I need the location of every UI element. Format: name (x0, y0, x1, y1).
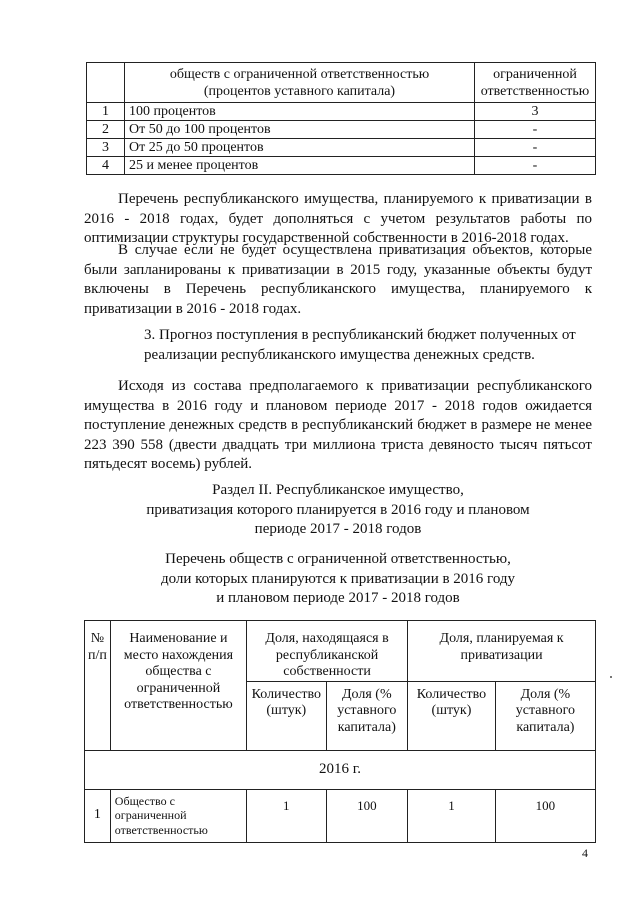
llc-privatization-table (84, 620, 596, 843)
header-share-percent: Доля (% уставного капитала) (495, 681, 595, 750)
table-header-row (87, 63, 596, 103)
paragraph-text: Исходя из состава предполагаемого к приватизации республиканского имущества в 2016 году и плановом периоде 2017 - 2018 годов ожидается поступление денежных средств в республиканский бюджет в размере не менее 223 390 558 (двести двадцать три миллиона триста девяносто тысяч пятьсот пятьдесят восемь) рублей. (84, 378, 592, 472)
heading-line: доли которых планируются к приватизации в 2016 году (160, 570, 516, 587)
row-planned-share: 100 (495, 789, 595, 842)
row-number: 1 (85, 789, 111, 842)
list-title (84, 550, 592, 609)
row-label: 25 и менее процентов (125, 157, 475, 175)
table-row (87, 121, 596, 139)
scan-speck (610, 676, 612, 678)
header-planned-share: Доля, планируемая к приватизации (408, 621, 596, 682)
heading-line: приватизация которого планируется в 2016 году и плановом (146, 501, 530, 518)
header-quantity: Количество (штук) (408, 681, 496, 750)
header-share-percent: Доля (% уставного капитала) (326, 681, 408, 750)
header-name: Наименование и место нахождения общества с ограниченной ответственностью (110, 621, 246, 751)
row-number: 3 (87, 139, 125, 157)
row-value: - (475, 121, 596, 139)
table-row (87, 103, 596, 121)
row-label: От 25 до 50 процентов (125, 139, 475, 157)
heading-line: Перечень обществ с ограниченной ответственностью, (165, 551, 511, 567)
row-number: 2 (87, 121, 125, 139)
paragraph-text: В случае если не будет осуществлена приватизация объектов, которые были запланированы к приватизации в 2015 году, указанные объекты будут включены в Перечень республиканского имущества, планируемого к приватизации в 2016 - 2018 годах. (84, 242, 592, 317)
page-number: 4 (582, 846, 588, 860)
section-2-heading (84, 481, 592, 540)
header-quantity: Количество (штук) (247, 681, 326, 750)
heading-line: и плановом периоде 2017 - 2018 годов (216, 590, 460, 606)
shares-summary-table (86, 62, 596, 175)
row-value: - (475, 139, 596, 157)
row-planned-quantity: 1 (408, 789, 496, 842)
heading-line: периоде 2017 - 2018 годов (254, 521, 422, 537)
row-company-name: Общество с ограниченной ответственностью (110, 789, 246, 842)
row-number: 1 (87, 103, 125, 121)
year-row (85, 750, 596, 789)
row-label: 100 процентов (125, 103, 475, 121)
heading-line: реализации республиканского имущества денежных средств. (144, 346, 535, 363)
row-label: От 50 до 100 процентов (125, 121, 475, 139)
table-cell (87, 63, 125, 103)
header-number: № п/п (85, 621, 111, 751)
table-header-cell: обществ с ограниченной ответственностью (процентов уставного капитала) (125, 63, 475, 103)
table-row (87, 157, 596, 175)
heading-line: 3. Прогноз поступления в республиканский бюджет полученных от (144, 327, 576, 343)
paragraph-carryover (84, 241, 592, 319)
table-row (85, 789, 596, 842)
table-header-cell: ограниченной ответственностью (475, 63, 596, 103)
paragraph-list-update (84, 190, 592, 249)
table-header-row (85, 621, 596, 682)
row-owned-quantity: 1 (247, 789, 326, 842)
header-owned-share: Доля, находящаяся в республиканской собственности (247, 621, 408, 682)
row-value: - (475, 157, 596, 175)
year-label: 2016 г. (85, 750, 596, 789)
paragraph-revenue-forecast (84, 377, 592, 475)
row-owned-share: 100 (326, 789, 408, 842)
row-number: 4 (87, 157, 125, 175)
row-value: 3 (475, 103, 596, 121)
paragraph-text: Перечень республиканского имущества, планируемого к приватизации в 2016 - 2018 годах, будет дополняться с учетом результатов работы по оптимизации структуры государственной собственности в 2016-2018 годах. (84, 191, 592, 246)
section-3-heading (120, 326, 590, 365)
heading-line: Раздел II. Республиканское имущество, (212, 482, 464, 498)
table-row (87, 139, 596, 157)
